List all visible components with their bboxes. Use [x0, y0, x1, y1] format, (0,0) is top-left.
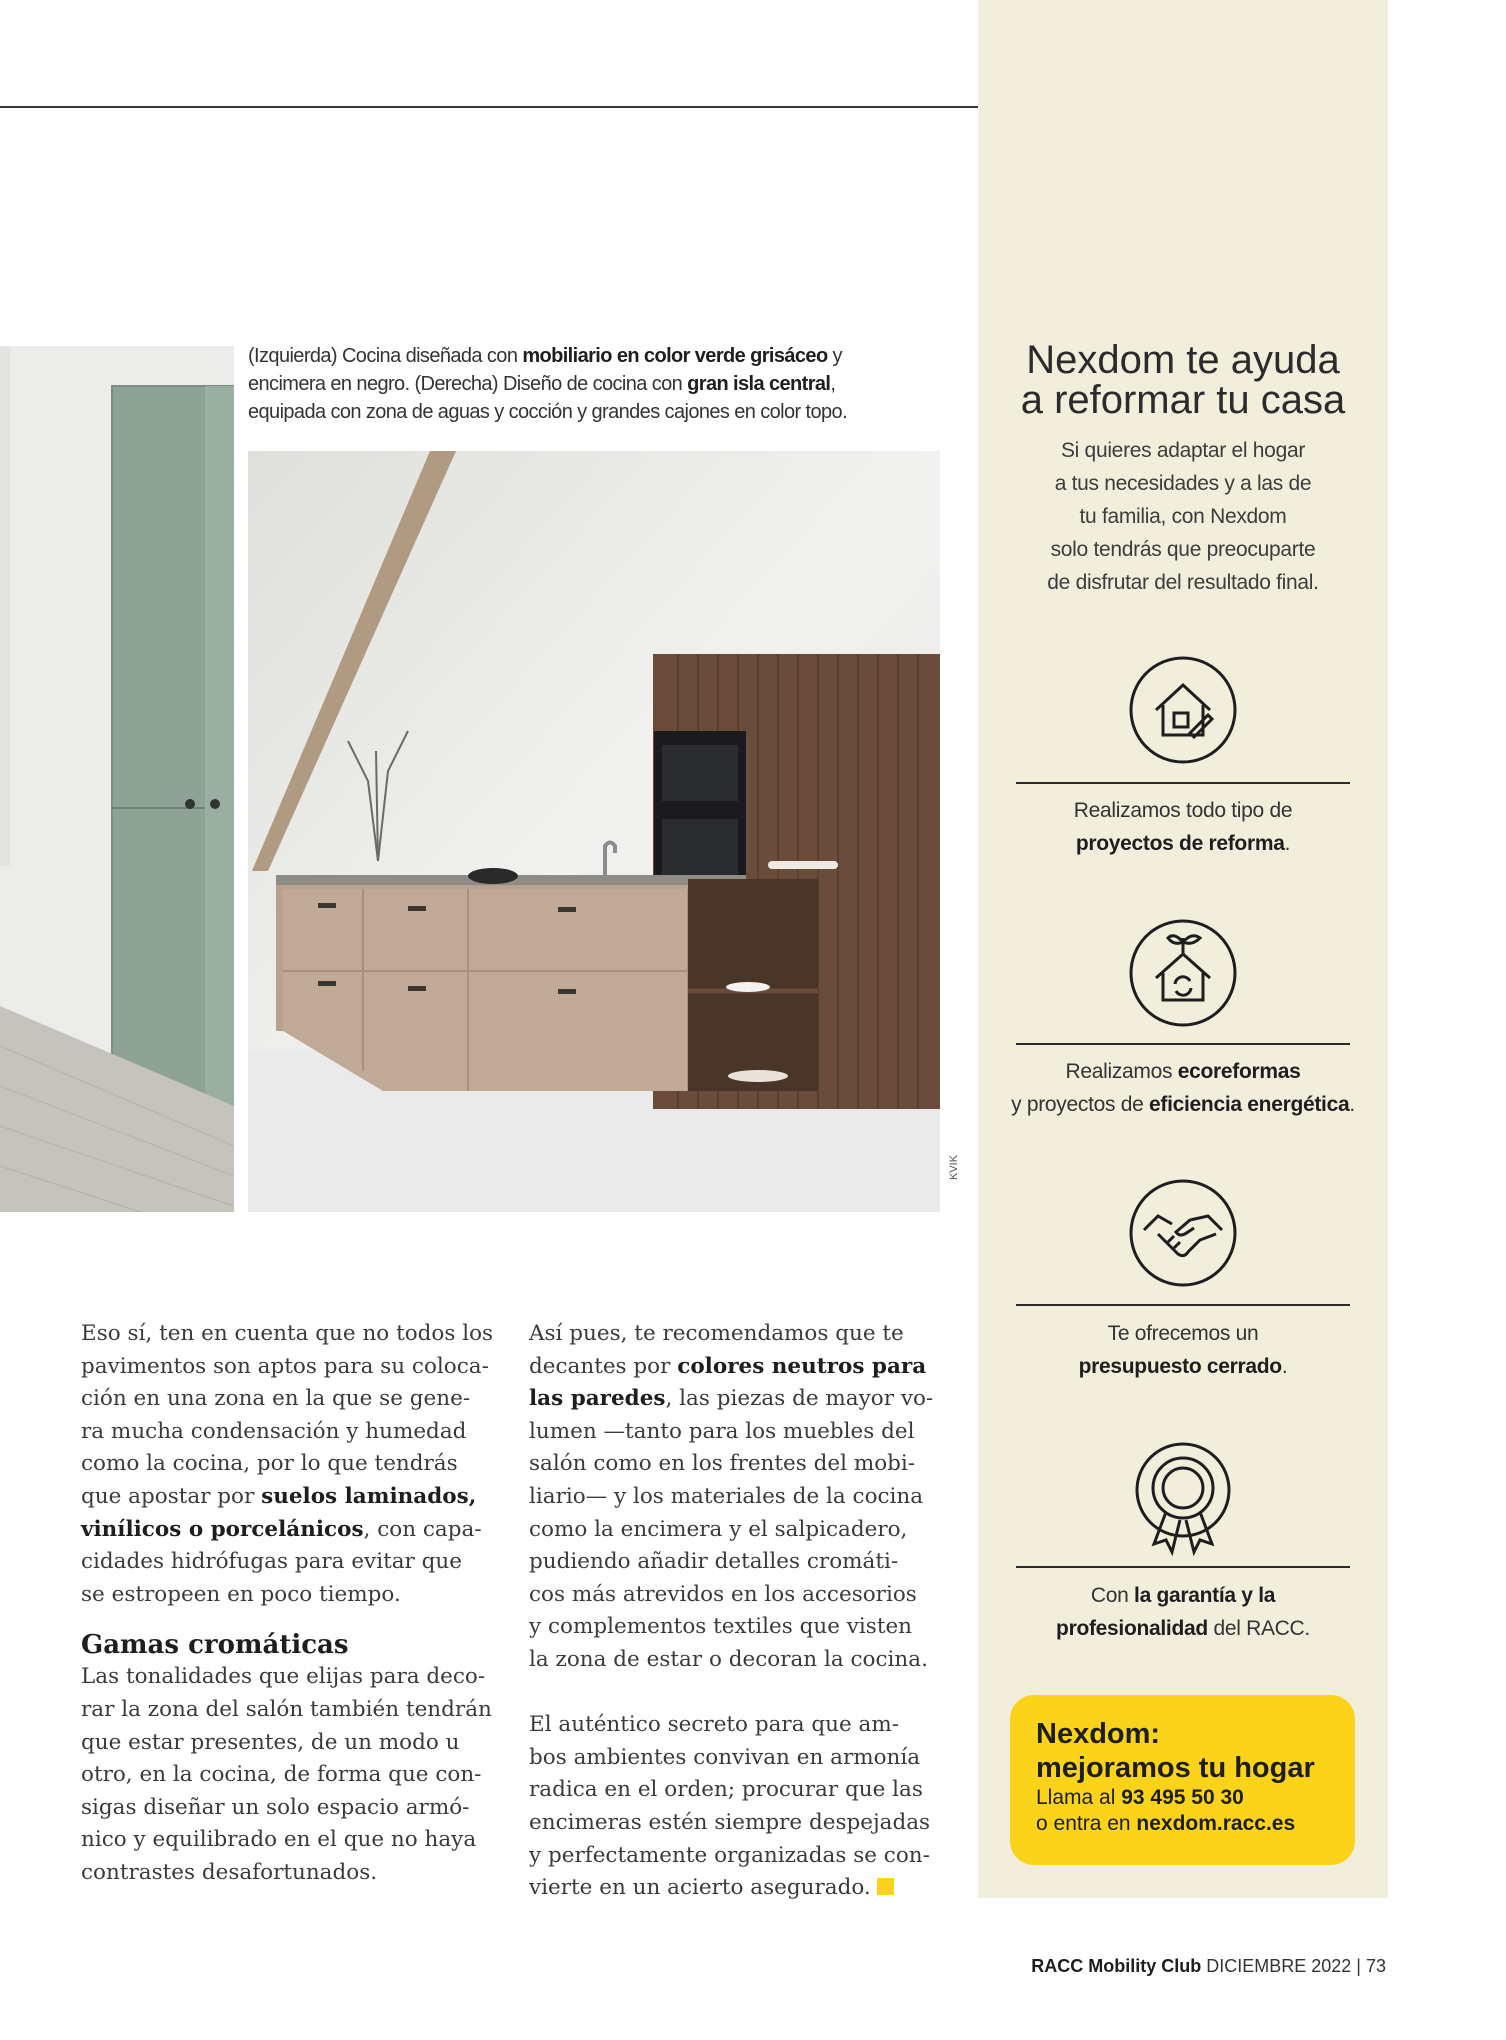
feature-divider: [1016, 1043, 1350, 1045]
green-kitchen-photo: [0, 346, 234, 1212]
feature-divider: [1016, 1304, 1350, 1306]
cta-title: Nexdom: mejoramos tu hogar: [1036, 1718, 1315, 1784]
handshake-icon: [1128, 1178, 1238, 1288]
nexdom-sidebar: [978, 0, 1388, 1898]
feature-garantia: Con la garantía y la profesionalidad del RACC.: [1056, 1584, 1310, 1640]
feature-ecoreformas: Realizamos ecoreformas y proyectos de eficiencia energética.: [1011, 1060, 1355, 1116]
feature-divider: [1016, 1566, 1350, 1568]
feature-presupuesto: Te ofrecemos un presupuesto cerrado.: [1078, 1322, 1288, 1378]
section-heading: Gamas cromáticas: [81, 1630, 349, 1661]
eco-house-icon: [1128, 918, 1238, 1028]
cta-phone[interactable]: Llama al 93 495 50 30: [1036, 1786, 1244, 1809]
end-mark-icon: [877, 1878, 894, 1895]
house-renovation-icon: [1128, 655, 1238, 765]
nexdom-cta-box[interactable]: [1010, 1695, 1355, 1865]
feature-divider: [1016, 782, 1350, 784]
cta-website-link[interactable]: o entra en nexdom.racc.es: [1036, 1812, 1296, 1835]
kitchen-island-photo: [248, 451, 940, 1212]
page-number: 73: [1365, 1956, 1386, 1976]
body-column-1: Eso sí, ten en cuenta que no todos los pavimentos son aptos para su coloca- ción en una zona en la que se gene- ra mucha condensación y humedad como la cocina, por lo que tendrás que apostar por suelos laminados, vinílicos o porcelánicos, con capa- cidades hidrófugas para evitar que se estropeen en poco tiempo. Gamas cromáticas Las tonalidades que elijas para deco- rar la zona del salón también tendrán que estar presentes, de un modo u otro, en la cocina, de forma que con- sigas diseñar un solo espacio armó- nico y equilibrado en el que no haya contrastes desafortunados.: [81, 1321, 494, 1885]
page-footer: RACC Mobility Club DICIEMBRE 2022 | 73: [1031, 1956, 1386, 1976]
feature-reforma: Realizamos todo tipo de proyectos de reforma.: [1073, 799, 1293, 855]
sidebar-title: Nexdom te ayuda a reformar tu casa: [1020, 338, 1346, 422]
sidebar-intro: Si quieres adaptar el hogar a tus necesidades y a las de tu familia, con Nexdom solo tendrás que preocuparte de disfrutar del resultado final.: [1047, 439, 1319, 594]
photo-credit: KVIK: [948, 1154, 960, 1180]
body-column-2: Así pues, te recomendamos que te decantes por colores neutros para las paredes, las piezas de mayor vo- lumen —tanto para los muebles del salón como en los frentes del mobi- liario— y los materiales de la cocina como la encimera y el salpicadero, pudiendo añadir detalles cromáti- cos más atrevidos en los accesorios y complementos textiles que visten la zona de estar o decoran la cocina. El auténtico secreto para que am- bos ambientes convivan en armonía radica en el orden; procurar que las encimeras estén siempre despejadas y perfectamente organizadas se con- vierte en un acierto asegurado.: [529, 1321, 934, 1901]
photo-caption: (Izquierda) Cocina diseñada con mobiliario en color verde grisáceo y encimera en negro. (Derecha) Diseño de cocina con gran isla central, equipada con zona de aguas y cocción y grandes cajones en color topo.: [248, 345, 848, 423]
award-rosette-icon: [1128, 1440, 1238, 1550]
